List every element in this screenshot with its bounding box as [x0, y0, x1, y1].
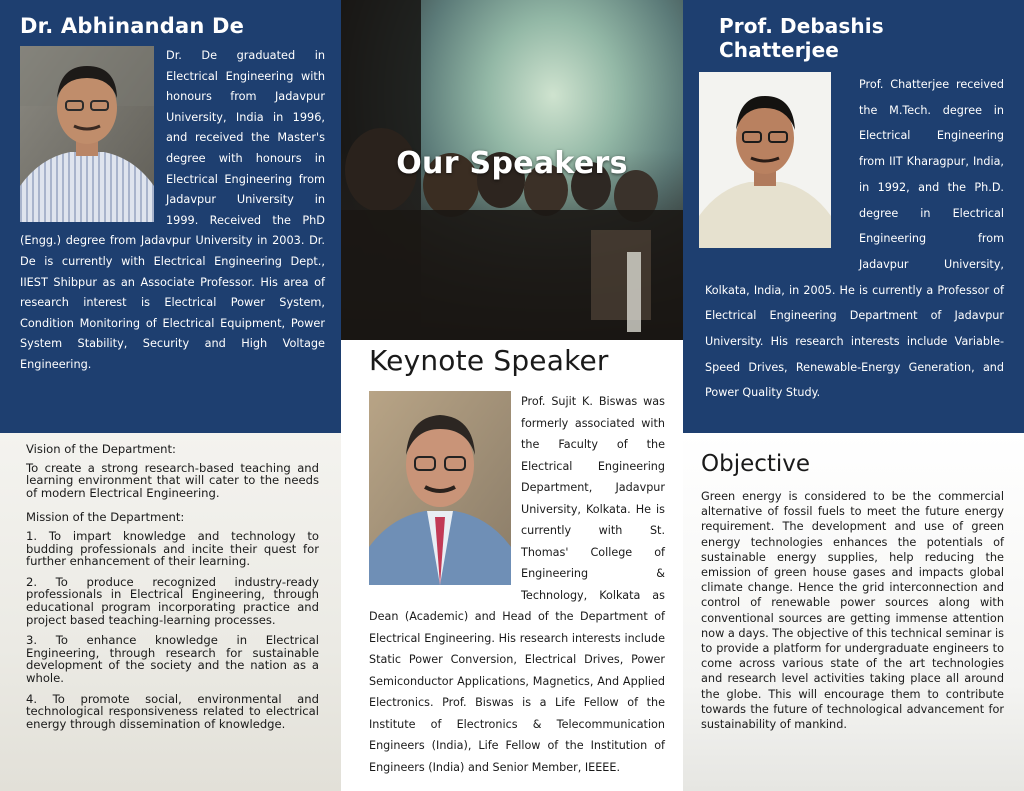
mission-item: 3. To enhance knowledge in Electrical Engineering, through research for sustainable development of the society and the nation as a whole.: [26, 633, 319, 685]
hero-banner: [341, 0, 683, 340]
right-speaker-photo: [699, 72, 831, 248]
right-speaker-bio: Prof. Chatterjee received the M.Tech. degree in Electrical Engineering from IIT Kharagpur, India, in 1992, and the Ph.D. degree in Electrical Engineering from Jadavpur University, Kolkata, India, in 2005. He is currently a Professor of Electrical Engineering Department of Jadavpur University. His research interests include Variable-Speed Drives, Renewable-Energy Generation, and Power Quality Study.: [705, 78, 1004, 400]
mission-heading: Mission of the Department:: [26, 510, 185, 525]
keynote-speaker-photo: [369, 391, 511, 585]
left-speaker-name: Dr. Abhinandan De: [20, 14, 245, 38]
vision-heading: Vision of the Department:: [26, 442, 176, 456]
department-vision-mission: [0, 433, 341, 791]
objective-heading: Objective: [701, 451, 811, 477]
left-speaker-panel: [0, 0, 341, 433]
right-speaker-name: Prof. Debashis Chatterjee: [719, 14, 884, 62]
mission-item: 1. To impart knowledge and technology to budding professionals and incite their quest for further enhancement of their learning.: [26, 528, 319, 569]
objective-text: Green energy is considered to be the commercial alternative of fossil fuels to meet the future energy requirement. The development and use of green energy technologies enhances the potentials of sustainable energy supplies, help reducing the emission of green house gases and impacts global climate change. Hence the grid interconnection and control of renewable power sources along with conventional sources are getting immense attention now a days. The objective of this technical seminar is to provide a platform for undergraduate engineers to come across various state of the art technologies and research level activities taking place all around the globe. This will encourage them to contribute towards the future of technological advancement for sustainability of mankind.: [701, 490, 1004, 732]
vision-text: To create a strong research-based teaching and learning environment that will cater to the needs of modern Electrical Engineering.: [26, 460, 319, 500]
left-speaker-photo: [20, 46, 154, 222]
mission-item: 4. To promote social, environmental and technological responsiveness related to electrical energy through dissemination of knowledge.: [26, 691, 319, 731]
right-speaker-panel: [683, 0, 1024, 433]
hero-title: Our Speakers: [396, 146, 628, 181]
keynote-speaker-bio: Prof. Sujit K. Biswas was formerly associated with the Faculty of the Electrical Engineering Department, Jadavpur University, Kolkata. He is currently with St. Thomas' College of Engineering & Technology, Kolkata as Dean (Academic) and Head of the Department of Electrical Engineering. His research interests include Static Power Conversion, Electrical Drives, Power Semiconductor Applications, Magnetics, And Applied Electronics. Prof. Biswas is a Life Fellow of the Institute of Electronics & Telecommunication Engineers (India), Life Fellow of the Institution of Engineers (India) and Senior Member, IEEEE.: [369, 395, 665, 774]
keynote-heading: Keynote Speaker: [369, 344, 609, 377]
keynote-panel: [341, 340, 683, 791]
left-speaker-bio: Dr. De graduated in Electrical Engineering with honours from Jadavpur University, India in 1996, and received the Master's degree with honours in Electrical Engineering from Jadavpur University in 1999. Received the PhD (Engg.) degree from Jadavpur University in 2003. Dr. De is currently with Electrical Engineering Dept., IIEST Shibpur as an Associate Professor. His area of research interest is Electrical Power System, Condition Monitoring of Electrical Equipment, Power System Stability, Security and High Voltage Engineering.: [20, 49, 325, 371]
mission-item: 2. To produce recognized industry-ready professionals in Electrical Engineering, through educational program incorporating practice and project based teaching-learning processes.: [26, 574, 319, 627]
objective-panel: [683, 433, 1024, 791]
